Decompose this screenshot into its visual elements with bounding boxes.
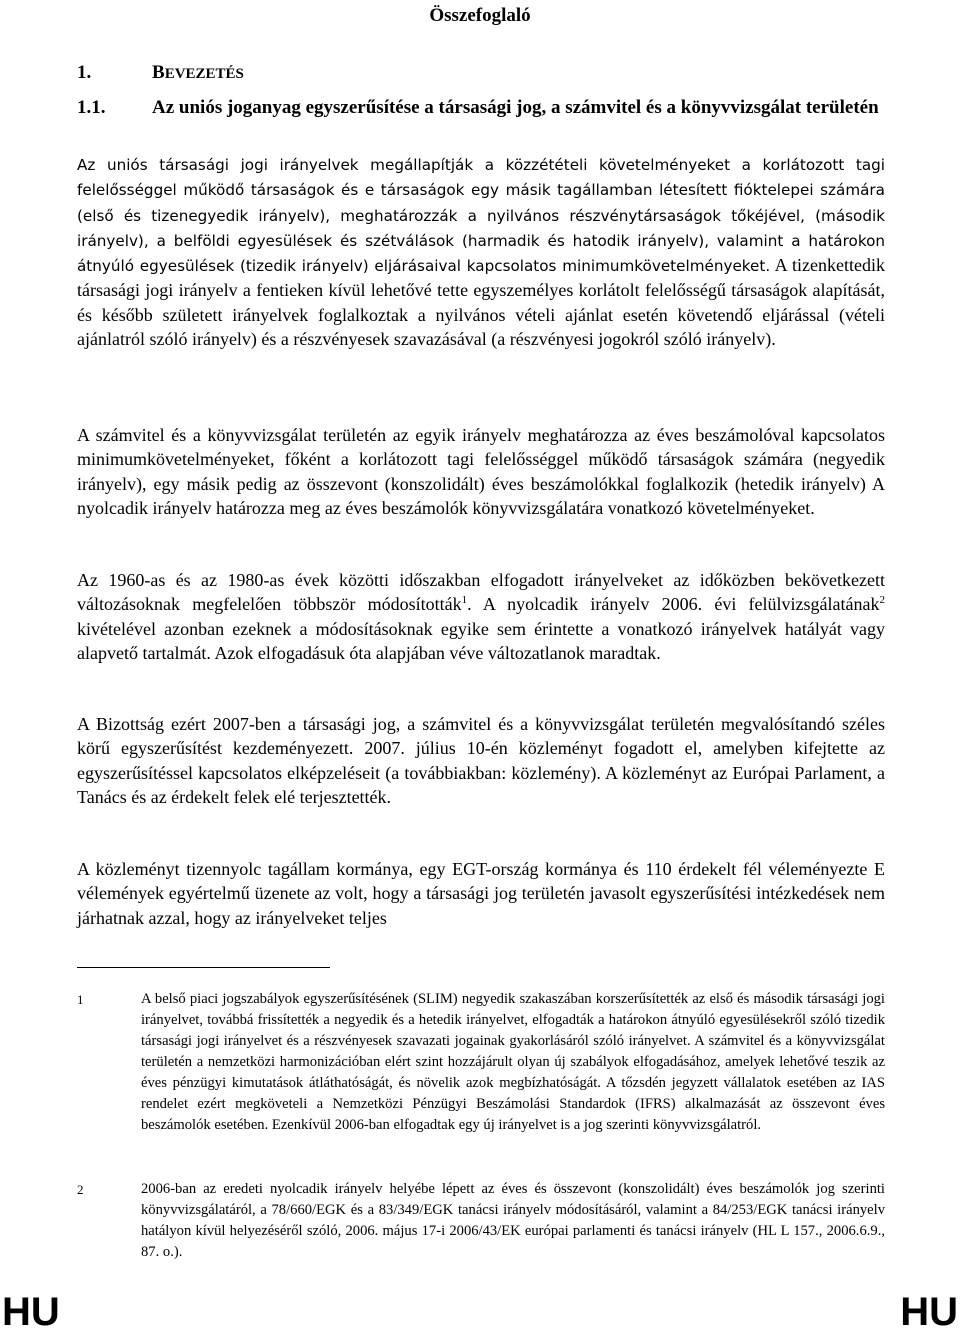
footnote-ref-1[interactable]: 1 (461, 594, 468, 607)
footnote-text: A belső piaci jogszabályok egyszerűsítésének (SLIM) negyedik szakaszában korszerűsítették az első és második társasági jogi irányelvet, továbbá frissítették a negyedik és a hetedik irányelvet, elfogadták a határokon átnyúló egyesülésekről szóló tizedik társasági jogi irányelvet és a részvényesek szavazati jogainak gyakorlásáról szóló irányelvet. A számvitel és a könyvvizsgálat területén a nemzetközi harmonizációban elért szint hozzájárult olyan új szabályok elfogadásához, amelyek lehetővé teszik az éves pénzügyi kimutatások átláthatóságát, és növelik azok megbízhatóságát. A tőzsdén jegyzett vállalatok esetében az IAS rendelet ezért megköveteli a Nemzetközi Pénzügyi Beszámolási Standardok (IFRS) alkalmazását az összevont éves beszámolók esetében. Ezenkívül 2006-ban elfogadtak egy új irányelvet is a jog szerinti könyvvizsgálatról. (141, 991, 885, 1133)
subsection-title: Az uniós joganyag egyszerűsítése a társasági jog, a számvitel és a könyvvizsgálat területén (152, 97, 879, 118)
section-heading (77, 61, 885, 86)
footnote-2 (77, 1179, 885, 1263)
section-number: 1. (77, 62, 92, 83)
footnote-ref-2[interactable]: 2 (879, 594, 885, 607)
subsection-number: 1.1. (77, 97, 106, 118)
page-title: Összefoglaló (429, 5, 531, 26)
subsection-heading (77, 96, 885, 120)
footnote-text: 2006-ban az eredeti nyolcadik irányelv helyébe lépett az éves és összevont (konszolidált) éves beszámolók jog szerinti könyvvizsgálatáról, a 78/660/EGK és a 83/349/EGK tanácsi irányelv módosításáról, valamint a 84/253/EGK tanácsi irányelv hatályon kívül helyezéséről szóló, 2006. május 17-i 2006/43/EK európai parlamenti és tanácsi irányelv (HL L 157., 2006.6.9., 87. o.). (141, 1181, 885, 1260)
paragraph-1: Az uniós társasági jogi irányelvek megállapítják a közzétételi követelményeket a korlátozott tagi felelősséggel működő társaságok és e társaságok egy másik tagállamban létesített fióktelepei számára (első és tizenegyedik irányelv), meghatározzák a nyilvános részvénytársaságok tőkéjével, (második irányelv), a belföldi egyesülések és szétválások (harmadik és hatodik irányelv), valamint a határokon átnyúló egyesülések (tizedik irányelv) eljárásaival kapcsolatos minimumkövetelményeket. A tizenkettedik társasági jogi irányelv a fentieken kívül lehetővé tette egyszemélyes korlátolt felelősségű társaságok alapítását, és később született irányelvek foglalkoztak a nyilvános vételi ajánlat esetén követendő eljárással (vételi ajánlatról szóló irányelv) és a részvényesek szavazásával (a részvényesi jogokról szóló irányelv). (77, 156, 885, 350)
paragraph-2: A számvitel és a könyvvizsgálat területén az egyik irányelv meghatározza az éves beszámolóval kapcsolatos minimumkövetelményeket, főként a korlátozott tagi felelősséggel működő társaságok számára (negyedik irányelv), egy másik pedig az összevont (konszolidált) éves beszámolókkal foglalkozik (hetedik irányelv) A nyolcadik irányelv határozza meg az éves beszámolók könyvvizsgálatára vonatkozó követelményeket. (77, 425, 885, 518)
paragraph-5: A közleményt tizennyolc tagállam kormánya, egy EGT-ország kormánya és 110 érdekelt fél véleményezte E vélemények egyértelmű üzenete az volt, hogy a társasági jog területén javasolt egyszerűsítési intézkedések nem járhatnak azzal, hogy az irányelveket teljes (77, 859, 885, 928)
footnote-number: 2 (77, 1182, 84, 1197)
paragraph-4: A Bizottság ezért 2007-ben a társasági jog, a számvitel és a könyvvizsgálat területén megvalósítandó széles körű egyszerűsítést kezdeményezett. 2007. július 10-én közleményt fogadott el, amelyben kifejtette az egyszerűsítéssel kapcsolatos elképzeléseit (a továbbiakban: közlemény). A közleményt az Európai Parlament, a Tanács és az érdekelt felek elé terjesztették. (77, 714, 885, 807)
footnote-1 (77, 989, 885, 1136)
footnote-number: 1 (77, 992, 84, 1007)
section-title: BEVEZETÉS (152, 62, 244, 83)
footnote-separator (77, 967, 330, 968)
language-code-left: HU (2, 1290, 60, 1334)
language-code-right: HU (900, 1290, 958, 1334)
paragraph-3: Az 1960-as és az 1980-as évek közötti időszakban elfogadott irányelveket az időközben bekövetkezett változásoknak megfelelően többször módosították$^1$. A nyolcadik irányelv 2006. évi felülvizsgálatának$^2$ kivételével azonban ezeknek a módosításoknak egyike sem érintette a vonatkozó irányelvek hatályát vagy alapvető tartalmát. Azok elfogadásuk óta alapjában véve változatlanok maradtak. (77, 570, 885, 663)
